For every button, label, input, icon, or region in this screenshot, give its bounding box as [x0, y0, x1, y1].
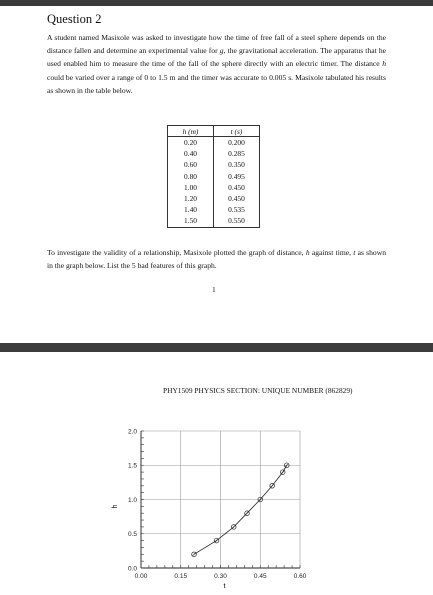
cell-h: 1.20 [168, 193, 214, 204]
cell-t: 0.285 [214, 148, 260, 159]
question-intro: A student named Masixole was asked to investigate how the time of free fall of a steel sphere depends on the distance fallen and determine an experimental value for g, the gravitational acceleration. The apparatus that he used enabled him to measure the time of the fall of the sphere directly with an electric timer. The distance h could be varied over a range of 0 to 1.5 m and the timer was accurate to 0.005 s. Masixole tabulated his results as shown in the table below. [47, 33, 386, 95]
x-tick-label: 0.30 [214, 573, 227, 580]
data-point-cross [215, 539, 218, 542]
data-point-cross [245, 512, 248, 515]
x-tick-label: 0.00 [134, 573, 148, 580]
y-tick-label: 2.0 [127, 428, 137, 436]
cell-h: 1.40 [168, 204, 214, 215]
data-point-cross [281, 471, 284, 474]
data-series [192, 463, 289, 557]
cell-t: 0.200 [214, 137, 260, 149]
cell-h: 0.60 [168, 159, 214, 170]
cell-t: 0.450 [214, 193, 260, 204]
data-point-cross [232, 525, 235, 528]
cell-h: 0.80 [168, 171, 214, 182]
grid-lines [141, 431, 300, 568]
cell-t: 0.350 [214, 159, 260, 170]
cell-h: 0.40 [168, 148, 214, 159]
section-header: PHY1509 PHYSICS SECTION: UNIQUE NUMBER (862829) [163, 386, 353, 395]
series-line [194, 465, 287, 554]
y-tick-label: 1.0 [127, 496, 137, 504]
x-axis-label: t [223, 583, 226, 590]
cell-h: 1.50 [168, 215, 214, 227]
question-title: Question 2 [47, 12, 102, 26]
cell-t: 0.450 [214, 182, 260, 193]
x-tick-labels [135, 573, 307, 580]
y-tick-labels [128, 428, 137, 572]
header-t: t (s) [214, 126, 260, 137]
cell-t: 0.535 [214, 204, 260, 215]
x-tick-label: 0.45 [253, 573, 267, 580]
header-h: h (m) [168, 126, 214, 137]
y-tick-label: 0.0 [127, 565, 137, 573]
x-tick-label: 0.15 [174, 573, 188, 580]
y-tick-label: 0.5 [127, 531, 137, 539]
y-tick-label: 1.5 [127, 462, 137, 470]
cell-t: 0.550 [214, 215, 260, 227]
question-task: To investigate the validity of a relationship, Masixole plotted the graph of distance, h against time, t as shown in the graph below. List the 5 bad features of this graph. [47, 248, 387, 271]
data-point-cross [271, 484, 274, 487]
page-number: 1 [212, 285, 216, 294]
cell-h: 1.00 [168, 182, 214, 193]
y-axis-label: h [112, 504, 119, 509]
data-point-cross [192, 553, 195, 556]
cell-h: 0.20 [168, 137, 214, 149]
x-tick-label: 0.60 [293, 573, 307, 580]
cell-t: 0.495 [214, 171, 260, 182]
